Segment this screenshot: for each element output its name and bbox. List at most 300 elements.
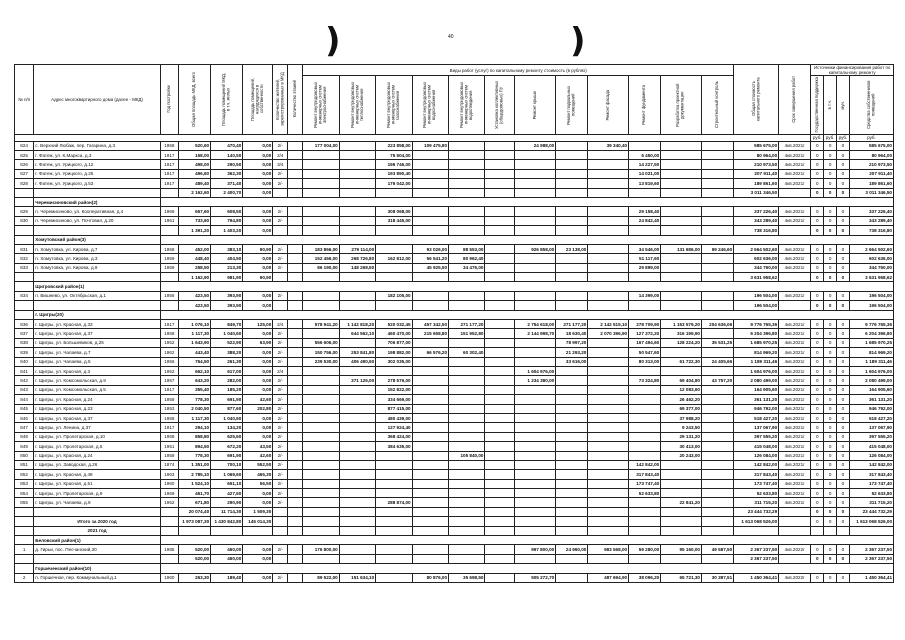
cell-work-6 xyxy=(485,498,515,507)
cell-deadline: 4кв.2021г xyxy=(779,348,811,357)
cell-deadline: 4кв.2021г xyxy=(779,413,811,422)
cell-work-3: 318 445,00 xyxy=(376,216,412,225)
cell-total-cost: 814 969,20 xyxy=(734,348,779,357)
cell-work-2: 253 841,80 xyxy=(339,348,375,357)
cell-living-area: 651,10 xyxy=(211,479,243,488)
cell-work-7 xyxy=(515,301,556,310)
cell-deadline: 4кв.2021г xyxy=(779,179,811,188)
cell-work-3 xyxy=(376,489,412,498)
cell-total-area: 764,50 xyxy=(178,357,210,366)
cell-owners-funds: 1 613 068 526,00 xyxy=(849,517,893,526)
cell-work-8: 33 616,00 xyxy=(556,357,588,366)
cell-work-6 xyxy=(485,226,515,235)
cell-work-5 xyxy=(449,376,485,385)
cell-living-area: 460,00 xyxy=(211,554,243,563)
cell-living-area: 213,30 xyxy=(211,263,243,272)
cell-floors xyxy=(288,226,303,235)
cell-munic-area: 43,50 xyxy=(243,442,273,451)
cell-work-2 xyxy=(339,498,375,507)
cell-floors xyxy=(288,357,303,366)
cell-work-4 xyxy=(412,216,448,225)
cell-source-3: 0 xyxy=(837,554,850,563)
cell-living-area: 290,50 xyxy=(211,160,243,169)
cell-work-6 xyxy=(485,526,515,535)
cell-work-11: 26 462,20 xyxy=(661,395,702,404)
cell-work-9 xyxy=(588,451,629,460)
cell-munic-area: 0,00 xyxy=(243,432,273,441)
cell-work-4: 93 026,00 xyxy=(412,244,448,253)
header-floors: Количество этажей xyxy=(288,65,303,135)
table-header xyxy=(15,65,894,142)
cell-floors xyxy=(288,432,303,441)
cell-work-12: 24 405,66 xyxy=(701,357,733,366)
cell-work-8 xyxy=(556,470,588,479)
cell-total-area: 2 162,60 xyxy=(178,188,210,197)
cell-work-4 xyxy=(412,151,448,160)
cell-residents xyxy=(273,226,288,235)
cell-work-2 xyxy=(339,507,375,516)
cell-work-7 xyxy=(515,216,556,225)
cell-source-3: 0 xyxy=(837,460,850,469)
cell-total-cost: 946 792,00 xyxy=(734,404,779,413)
cell-work-1: 578 941,20 xyxy=(303,320,339,329)
cell-total-area: 355,40 xyxy=(178,385,210,394)
cell-deadline xyxy=(779,273,811,282)
cell-work-2 xyxy=(339,517,375,526)
cell-work-1 xyxy=(303,216,339,225)
cell-floors xyxy=(288,263,303,272)
header-work-10: Ремонт фундамента xyxy=(629,76,661,135)
cell-work-12: 204 636,06 xyxy=(701,320,733,329)
cell-no: 834 xyxy=(15,291,34,300)
cell-work-2 xyxy=(339,301,375,310)
cell-work-12 xyxy=(701,489,733,498)
cell-owners-funds: 9 776 765,36 xyxy=(849,320,893,329)
cell-total-cost: 343 289,40 xyxy=(734,216,779,225)
header-source-3: мун. xyxy=(837,76,850,135)
cell-work-4 xyxy=(412,291,448,300)
cell-work-8 xyxy=(556,254,588,263)
cell-residents: 2/- xyxy=(273,545,288,554)
cell-work-7: 926 858,00 xyxy=(515,244,556,253)
cell-work-3: 334 669,00 xyxy=(376,395,412,404)
cell-work-9 xyxy=(588,263,629,272)
cell-work-3: 75 504,00 xyxy=(376,151,412,160)
table-row xyxy=(15,329,894,338)
cell-source-3: 0 xyxy=(837,573,850,582)
cell-work-1 xyxy=(303,404,339,413)
cell-work-7: 997 800,00 xyxy=(515,545,556,554)
table-row xyxy=(15,338,894,347)
cell-work-3: 480 439,00 xyxy=(376,413,412,422)
cell-source-1: 0 xyxy=(811,216,824,225)
cell-total-cost: 6 204 396,80 xyxy=(734,329,779,338)
cell-total-area: 443,40 xyxy=(178,348,210,357)
cell-work-6 xyxy=(485,376,515,385)
cell-residents: 2/- xyxy=(273,254,288,263)
cell-munic-area: 0,00 xyxy=(243,489,273,498)
cell-owners-funds: 142 842,00 xyxy=(849,460,893,469)
district-header-row xyxy=(15,235,894,244)
cell-work-9 xyxy=(588,207,629,216)
header-living-area: Площадь помещений МКД, в т.ч. жилых xyxy=(211,65,243,135)
cell-living-area: 700,10 xyxy=(211,460,243,469)
cell-no: 855 xyxy=(15,498,34,507)
cell-work-8 xyxy=(556,573,588,582)
cell-source-1: 0 xyxy=(811,554,824,563)
cell-work-12 xyxy=(701,498,733,507)
cell-owners-funds: 23 444 732,29 xyxy=(849,507,893,516)
cell-work-12 xyxy=(701,301,733,310)
cell-total-cost: 397 555,20 xyxy=(734,432,779,441)
cell-work-4 xyxy=(412,423,448,432)
cell-work-9: 39 340,40 xyxy=(588,141,629,150)
cell-work-3 xyxy=(376,301,412,310)
header-owners-funds: Средства собственников помещений xyxy=(849,76,893,135)
cell-source-1: 0 xyxy=(811,320,824,329)
cell-work-12: 49 587,50 xyxy=(701,545,733,554)
cell-work-12 xyxy=(701,329,733,338)
cell-total-cost: 80 964,00 xyxy=(734,151,779,160)
cell-work-6 xyxy=(485,479,515,488)
cell-no: 853 xyxy=(15,479,34,488)
cell-residents: 2/- xyxy=(273,141,288,150)
cell-source-1: 0 xyxy=(811,151,824,160)
cell-deadline: 4кв.2021г xyxy=(779,244,811,253)
cell-work-3 xyxy=(376,273,412,282)
cell-work-12 xyxy=(701,517,733,526)
cell-deadline: 4кв.2021г xyxy=(779,320,811,329)
cell-total-cost: 1 189 311,46 xyxy=(734,357,779,366)
cell-work-4 xyxy=(412,460,448,469)
cell-work-5 xyxy=(449,413,485,422)
cell-year: 1917 xyxy=(160,320,178,329)
cell-source-2: 0 xyxy=(824,263,837,272)
cell-work-7 xyxy=(515,348,556,357)
cell-work-6 xyxy=(485,489,515,498)
cell-address: г. Фатеж, ул. Урицкого, д.12 xyxy=(34,160,160,169)
cell-total-area: 1 391,20 xyxy=(178,226,210,235)
cell-address: п. Вишнево, ул. Октябрьская, д.1 xyxy=(34,291,160,300)
cell-owners-funds: 173 747,40 xyxy=(849,479,893,488)
cell-munic-area: 56,50 xyxy=(243,479,273,488)
cell-owners-funds: 343 289,40 xyxy=(849,216,893,225)
cell-residents: 2/- xyxy=(273,207,288,216)
cell-work-6 xyxy=(485,395,515,404)
header-work-2: Ремонт внутридомовых инженерных систем теплоснабжения xyxy=(339,76,375,135)
header-work-12: Строительный контроль xyxy=(701,76,733,135)
cell-munic-area: 42,60 xyxy=(243,395,273,404)
cell-owners-funds: 126 084,00 xyxy=(849,451,893,460)
cell-deadline: 4кв.2021г xyxy=(779,470,811,479)
cell-no: 838 xyxy=(15,338,34,347)
cell-work-10: 73 324,80 xyxy=(629,376,661,385)
cell-residents: 2/- xyxy=(273,169,288,178)
cell-floors xyxy=(288,320,303,329)
cell-work-4 xyxy=(412,451,448,460)
scan-bracket-right: ) xyxy=(570,21,586,61)
cell-work-4: 56 541,20 xyxy=(412,254,448,263)
cell-total-area: 294,10 xyxy=(178,423,210,432)
district-header-row xyxy=(15,564,894,573)
cell-living-area: 261,30 xyxy=(211,357,243,366)
cell-work-2 xyxy=(339,489,375,498)
cell-floors xyxy=(288,216,303,225)
cell-year: 1917 xyxy=(160,160,178,169)
cell-source-1: 0 xyxy=(811,244,824,253)
cell-work-11: 29 131,20 xyxy=(661,432,702,441)
cell-work-4 xyxy=(412,545,448,554)
subtotal-row xyxy=(15,301,894,310)
cell-total-area: 1 117,30 xyxy=(178,413,210,422)
cell-work-5 xyxy=(449,385,485,394)
cell-owners-funds: 2 367 237,50 xyxy=(849,545,893,554)
cell-floors xyxy=(288,423,303,432)
cell-floors xyxy=(288,545,303,554)
cell-munic-area: 145 014,30 xyxy=(243,517,273,526)
cell-living-area: 393,90 xyxy=(211,301,243,310)
cell-work-9: 487 694,90 xyxy=(588,573,629,582)
cell-address xyxy=(34,301,160,310)
cell-source-1: 0 xyxy=(811,413,824,422)
cell-work-6 xyxy=(485,216,515,225)
cell-work-1: 239 530,00 xyxy=(303,357,339,366)
cell-district-name: Хомутовский район(3) xyxy=(34,235,160,244)
cell-work-11 xyxy=(661,226,702,235)
cell-residents: 2/- xyxy=(273,498,288,507)
cell-work-7 xyxy=(515,226,556,235)
cell-living-area: 140,50 xyxy=(211,151,243,160)
cell-work-3: 127 924,40 xyxy=(376,423,412,432)
cell-address xyxy=(34,273,160,282)
cell-work-5: 271 177,20 xyxy=(449,320,485,329)
cell-living-area: 134,20 xyxy=(211,423,243,432)
cell-source-3: 0 xyxy=(837,348,850,357)
cell-total-cost: 196 504,00 xyxy=(734,291,779,300)
cell-work-5 xyxy=(449,470,485,479)
cell-work-10 xyxy=(629,385,661,394)
table-row xyxy=(15,141,894,150)
header-deadline: Срок завершения работ xyxy=(779,65,811,135)
cell-total-cost: 3 011 346,50 xyxy=(734,188,779,197)
cell-residents: 2/- xyxy=(273,432,288,441)
cell-owners-funds: 2 664 502,60 xyxy=(849,244,893,253)
cell-work-10: 14 227,50 xyxy=(629,160,661,169)
cell-address: г. Щигры, ул. Пролетарская, д.10 xyxy=(34,432,160,441)
cell-work-10 xyxy=(629,273,661,282)
cell-work-11: 30 413,00 xyxy=(661,442,702,451)
cell-no xyxy=(15,507,34,516)
cell-no: 844 xyxy=(15,395,34,404)
cell-total-cost: 518 427,20 xyxy=(734,413,779,422)
cell-total-cost: 210 973,50 xyxy=(734,160,779,169)
cell-floors xyxy=(288,151,303,160)
cell-no: 850 xyxy=(15,451,34,460)
cell-work-3: 176 042,00 xyxy=(376,179,412,188)
cell-floors xyxy=(288,291,303,300)
cell-total-area: 858,80 xyxy=(178,432,210,441)
cell-total-cost: 9 776 765,36 xyxy=(734,320,779,329)
cell-year: 1958 xyxy=(160,413,178,422)
cell-source-2: 0 xyxy=(824,498,837,507)
cell-total-area: 778,30 xyxy=(178,395,210,404)
cell-work-1 xyxy=(303,470,339,479)
cell-work-7: 24 988,00 xyxy=(515,141,556,150)
table-row xyxy=(15,254,894,263)
cell-address: г. Фатеж, ул. К.Маркса, д.3 xyxy=(34,151,160,160)
cell-district-name: Беловский район(1) xyxy=(34,536,160,545)
cell-source-1: 0 xyxy=(811,573,824,582)
cell-work-11: 1 153 579,20 xyxy=(661,320,702,329)
cell-source-2: 0 xyxy=(824,545,837,554)
cell-source-1: 0 xyxy=(811,385,824,394)
cell-work-1 xyxy=(303,460,339,469)
cell-total-area: 671,80 xyxy=(178,498,210,507)
cell-work-10 xyxy=(629,554,661,563)
cell-year xyxy=(160,507,178,516)
cell-source-2: 0 xyxy=(824,432,837,441)
cell-work-3: 706 877,00 xyxy=(376,338,412,347)
cell-work-11: 95 160,00 xyxy=(661,545,702,554)
header-total-area: Общая площадь МКД, всего xyxy=(178,65,210,135)
cell-source-1: 0 xyxy=(811,160,824,169)
cell-work-8 xyxy=(556,366,588,375)
cell-address: г. Щигры, ул. Чапаева, д.7 xyxy=(34,348,160,357)
cell-no: 833 xyxy=(15,263,34,272)
cell-munic-area: 42,60 xyxy=(243,451,273,460)
cell-source-3: 0 xyxy=(837,507,850,516)
cell-work-1: 177 004,00 xyxy=(303,141,339,150)
cell-work-11 xyxy=(661,141,702,150)
cell-work-10 xyxy=(629,366,661,375)
cell-year: 1952 xyxy=(160,338,178,347)
cell-residents: 2/- xyxy=(273,291,288,300)
cell-living-area: 11 714,30 xyxy=(211,507,243,516)
cell-total-area: 423,50 xyxy=(178,301,210,310)
cell-source-2: 0 xyxy=(824,273,837,282)
cell-work-7 xyxy=(515,179,556,188)
cell-owners-funds: 196 504,00 xyxy=(849,301,893,310)
cell-source-3: 0 xyxy=(837,385,850,394)
cell-work-11 xyxy=(661,263,702,272)
cell-work-9 xyxy=(588,432,629,441)
cell-no: 841 xyxy=(15,366,34,375)
cell-source-2: 0 xyxy=(824,395,837,404)
cell-work-5 xyxy=(449,273,485,282)
cell-owners-funds: 1 685 970,25 xyxy=(849,338,893,347)
cell-source-3: 0 xyxy=(837,291,850,300)
cell-work-8 xyxy=(556,263,588,272)
cell-deadline: 4кв.2021г xyxy=(779,338,811,347)
cell-living-area: 877,60 xyxy=(211,404,243,413)
cell-total-cost: 137 067,90 xyxy=(734,423,779,432)
cell-work-7: 2 144 998,70 xyxy=(515,329,556,338)
cell-work-6 xyxy=(485,413,515,422)
cell-work-6 xyxy=(485,244,515,253)
table-row xyxy=(15,432,894,441)
table-row xyxy=(15,479,894,488)
cell-work-4 xyxy=(412,160,448,169)
cell-residents: 2/- xyxy=(273,413,288,422)
cell-empty xyxy=(160,564,893,573)
cell-no xyxy=(15,517,34,526)
cell-work-6 xyxy=(485,423,515,432)
cell-work-8 xyxy=(556,169,588,178)
cell-work-11 xyxy=(661,366,702,375)
cell-work-4 xyxy=(412,273,448,282)
cell-total-area: 461,70 xyxy=(178,489,210,498)
cell-work-8 xyxy=(556,460,588,469)
cell-work-5 xyxy=(449,404,485,413)
cell-work-8 xyxy=(556,432,588,441)
district-header-row xyxy=(15,310,894,319)
cell-deadline: 4кв.2021г xyxy=(779,432,811,441)
cell-deadline: 4кв.2021г xyxy=(779,357,811,366)
cell-work-8 xyxy=(556,376,588,385)
cell-address: г. Щигры, ул. Красная, д.24 xyxy=(34,395,160,404)
cell-work-10 xyxy=(629,301,661,310)
cell-residents: 2/- xyxy=(273,348,288,357)
cell-source-3: 0 xyxy=(837,404,850,413)
cell-munic-area: 125,00 xyxy=(243,320,273,329)
cell-living-area: 522,90 xyxy=(211,338,243,347)
cell-work-12 xyxy=(701,141,733,150)
cell-source-3: 0 xyxy=(837,320,850,329)
cell-work-12: 35 531,25 xyxy=(701,338,733,347)
cell-work-5 xyxy=(449,545,485,554)
cell-work-1 xyxy=(303,442,339,451)
header-source-2: в т.ч. xyxy=(824,76,837,135)
cell-work-8 xyxy=(556,498,588,507)
cell-floors xyxy=(288,207,303,216)
cell-work-2 xyxy=(339,526,375,535)
cell-work-5 xyxy=(449,517,485,526)
cell-work-11 xyxy=(661,151,702,160)
table-row xyxy=(15,404,894,413)
cell-work-7 xyxy=(515,554,556,563)
cell-work-2 xyxy=(339,545,375,554)
cell-source-3: 0 xyxy=(837,395,850,404)
cell-no: 828 xyxy=(15,179,34,188)
cell-residents: 2/- xyxy=(273,329,288,338)
cell-year: 1961 xyxy=(160,216,178,225)
cell-residents: 2/- xyxy=(273,244,288,253)
cell-source-1: 0 xyxy=(811,291,824,300)
cell-work-9 xyxy=(588,273,629,282)
cell-work-2: 148 268,50 xyxy=(339,263,375,272)
cell-year xyxy=(160,301,178,310)
cell-total-cost: 142 842,00 xyxy=(734,460,779,469)
cell-owners-funds: 1 189 311,46 xyxy=(849,357,893,366)
cell-work-10: 51 117,60 xyxy=(629,254,661,263)
cell-work-10 xyxy=(629,404,661,413)
cell-work-10 xyxy=(629,498,661,507)
cell-work-9 xyxy=(588,526,629,535)
cell-source-2: 0 xyxy=(824,338,837,347)
cell-work-1 xyxy=(303,329,339,338)
cell-source-2: 0 xyxy=(824,320,837,329)
cell-total-area: 520,00 xyxy=(178,545,210,554)
cell-source-2: 0 xyxy=(824,329,837,338)
cell-no xyxy=(15,235,34,244)
cell-work-10: 14 021,00 xyxy=(629,169,661,178)
cell-work-10: 14 399,00 xyxy=(629,291,661,300)
cell-work-11 xyxy=(661,460,702,469)
cell-no xyxy=(15,188,34,197)
cell-work-11 xyxy=(661,160,702,169)
cell-work-8 xyxy=(556,141,588,150)
cell-work-1 xyxy=(303,169,339,178)
